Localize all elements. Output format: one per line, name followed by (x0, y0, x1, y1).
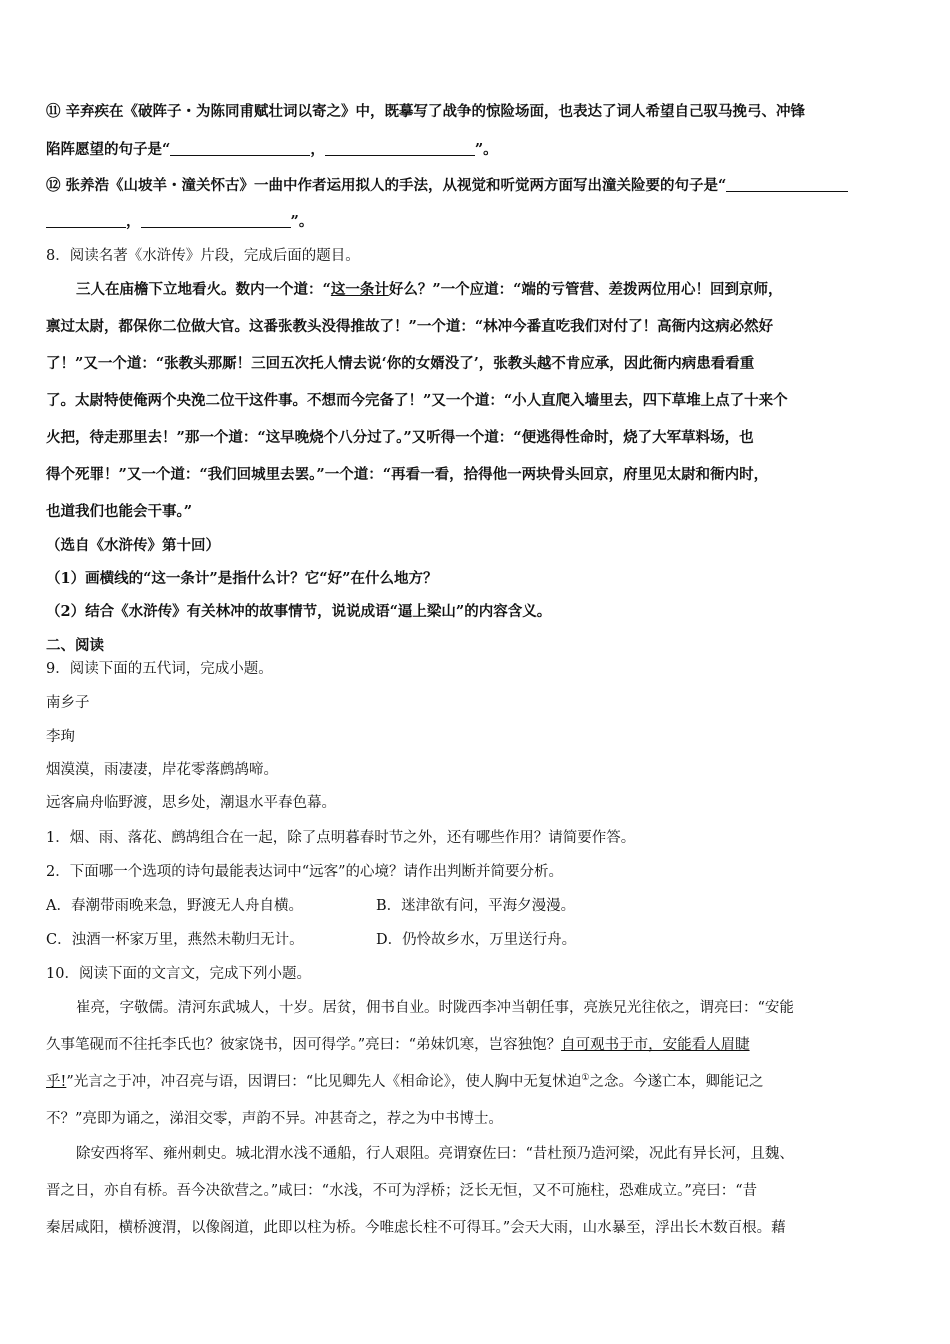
answer-blank[interactable] (46, 213, 126, 228)
q10-passage-line (46, 1035, 750, 1055)
q8-sub1: （1）画横线的“这一条计”是指什么计？它“好”在什么地方？ (46, 570, 438, 587)
q7-12-sep: ， (126, 213, 141, 230)
option-d[interactable]: D．仍怜故乡水，万里送行舟。 (376, 932, 577, 948)
q8-passage-line: 也道我们也能会干事。” (46, 503, 193, 520)
q10-passage-line: 除安西将军、雍州刺史。城北渭水浅不通船，行人艰阻。亮谓寮佐曰：“昔杜预乃造河梁，况此有异长河，且魏、 (76, 1146, 794, 1162)
q9-sub2: 2．下面哪一个选项的诗句最能表达词中“远客”的心境？请作出判断并简要分析。 (46, 864, 564, 880)
q10-passage-line: 秦居咸阳，横桥渡渭，以像阁道，此即以柱为桥。今唯虑长柱不可得耳。”会天大雨，山水暴至，浮出长木数百根。藉 (46, 1220, 786, 1236)
q10-passage-line (46, 1072, 763, 1092)
q9-sub1: 1．烟、雨、落花、鹧鸪组合在一起，除了点明暮春时节之外，还有哪些作用？请简要作答。 (46, 830, 636, 846)
q7-11-sep: ， (310, 141, 325, 158)
section-heading: 二、阅读 (46, 637, 104, 654)
q10-passage-line: 不？”亮即为诵之，涕泪交零，声韵不异。冲甚奇之，荐之为中书博士。 (46, 1111, 503, 1127)
q8-sub2: （2）结合《水浒传》有关林冲的故事情节，说说成语“逼上梁山”的内容含义。 (46, 603, 552, 620)
q10-p1-l2-a: 久事笔砚而不往托李氏也？彼家饶书，因可得学。”亮曰：“弟妹饥寒，岂容独饱？ (46, 1037, 562, 1053)
q10-passage-line: 晋之日，亦自有桥。吾今决欲营之。”咸曰：“水浅，不可为浮桥；泛长无恒，又不可施柱，恐难成立。”亮曰：“昔 (46, 1183, 758, 1199)
answer-blank[interactable] (325, 141, 475, 156)
q7-12-prefix: ⑫ 张养浩《山坡羊・潼关怀古》一曲中作者运用拟人的手法，从视觉和听觉两方面写出潼关险要的句子是“ (46, 177, 727, 194)
q10-p1-l3-b: ”光言之于冲，冲召亮与语，因谓曰：“比见卿先人《相命论》，使人胸中无复怵迫 (66, 1074, 582, 1090)
footnote-marker: ① (581, 1073, 590, 1084)
q8-passage-line: 禀过太尉，都保你二位做大官。这番张教头没得推故了！”一个道：“林冲今番直吃我们对付了！高衙内这病必然好 (46, 318, 774, 335)
q10-title: 10．阅读下面的文言文，完成下列小题。 (46, 966, 311, 982)
q7-11-line2 (46, 140, 498, 160)
underlined-sentence: 乎! (46, 1074, 67, 1090)
underlined-phrase: 这一条计 (330, 281, 389, 298)
option-a[interactable]: A．春潮带雨晚来急，野渡无人舟自横。 (46, 898, 303, 914)
q9-options-row (46, 930, 576, 950)
q7-12-line2 (46, 212, 313, 232)
q8-source: （选自《水浒传》第十回） (46, 537, 220, 554)
q7-12-line1 (46, 176, 848, 196)
answer-blank[interactable] (726, 177, 848, 192)
answer-blank[interactable] (141, 213, 291, 228)
poem-line: 烟漠漠，雨凄凄，岸花零落鹧鸪啼。 (46, 762, 278, 778)
q9-title: 9．阅读下面的五代词，完成小题。 (46, 661, 273, 677)
q8-p1-b: 好么？”一个应道：“端的亏管营、差拨两位用心！回到京师， (388, 281, 783, 298)
q7-11-line1: ⑪ 辛弃疾在《破阵子・为陈同甫赋壮词以寄之》中，既摹写了战争的惊险场面，也表达了词人希望自己驭马挽弓、冲锋 (46, 103, 806, 120)
q7-12-end: ”。 (290, 213, 314, 230)
q8-passage-line: 得个死罪！”又一个道：“我们回城里去罢。”一个道：“再看一看，拾得他一两块骨头回京，府里见太尉和衙内时， (46, 466, 769, 483)
q10-passage-line: 崔亮，字敬儒。清河东武城人，十岁。居贫，佣书自业。时陇西李冲当朝任事，亮族兄光往依之，谓亮曰：“安能 (76, 1000, 794, 1016)
q8-passage-line: 火把，待走那里去！”那一个道：“这早晚烧个八分过了。”又听得一个道：“便逃得性命时，烧了大军草料场，也 (46, 429, 754, 446)
q9-options-row (46, 896, 575, 916)
option-b[interactable]: B．迷津欲有问，平海夕漫漫。 (376, 898, 576, 914)
q7-11-end: ”。 (474, 141, 498, 158)
q7-11-line2-start: 陷阵愿望的句子是“ (46, 141, 171, 158)
option-c[interactable]: C．浊酒一杯家万里，燕然未勒归无计。 (46, 932, 304, 948)
q8-passage-line (76, 280, 783, 300)
q8-passage-line: 了。太尉特使俺两个央浼二位干这件事。不想而今完备了！”又一个道：“小人直爬入墙里去，四下草堆上点了十来个 (46, 392, 788, 409)
q8-passage-line: 了！”又一个道：“张教头那厮！三回五次托人情去说‘你的女婿没了’，张教头越不肯应承，因此衙内病患看看重 (46, 355, 755, 372)
underlined-sentence: 自可观书于市，安能看人眉睫 (561, 1037, 750, 1053)
answer-blank[interactable] (170, 141, 310, 156)
q8-p1-a: 三人在庙檐下立地看火。数内一个道：“ (76, 281, 331, 298)
poem-title: 南乡子 (46, 695, 90, 711)
poem-author: 李珣 (46, 729, 75, 745)
poem-line: 远客扁舟临野渡，思乡处，潮退水平春色幕。 (46, 795, 336, 811)
q8-title: 8．阅读名著《水浒传》片段，完成后面的题目。 (46, 248, 360, 264)
q10-p1-l3-c: 之念。今遂亡本，卿能记之 (589, 1074, 764, 1090)
